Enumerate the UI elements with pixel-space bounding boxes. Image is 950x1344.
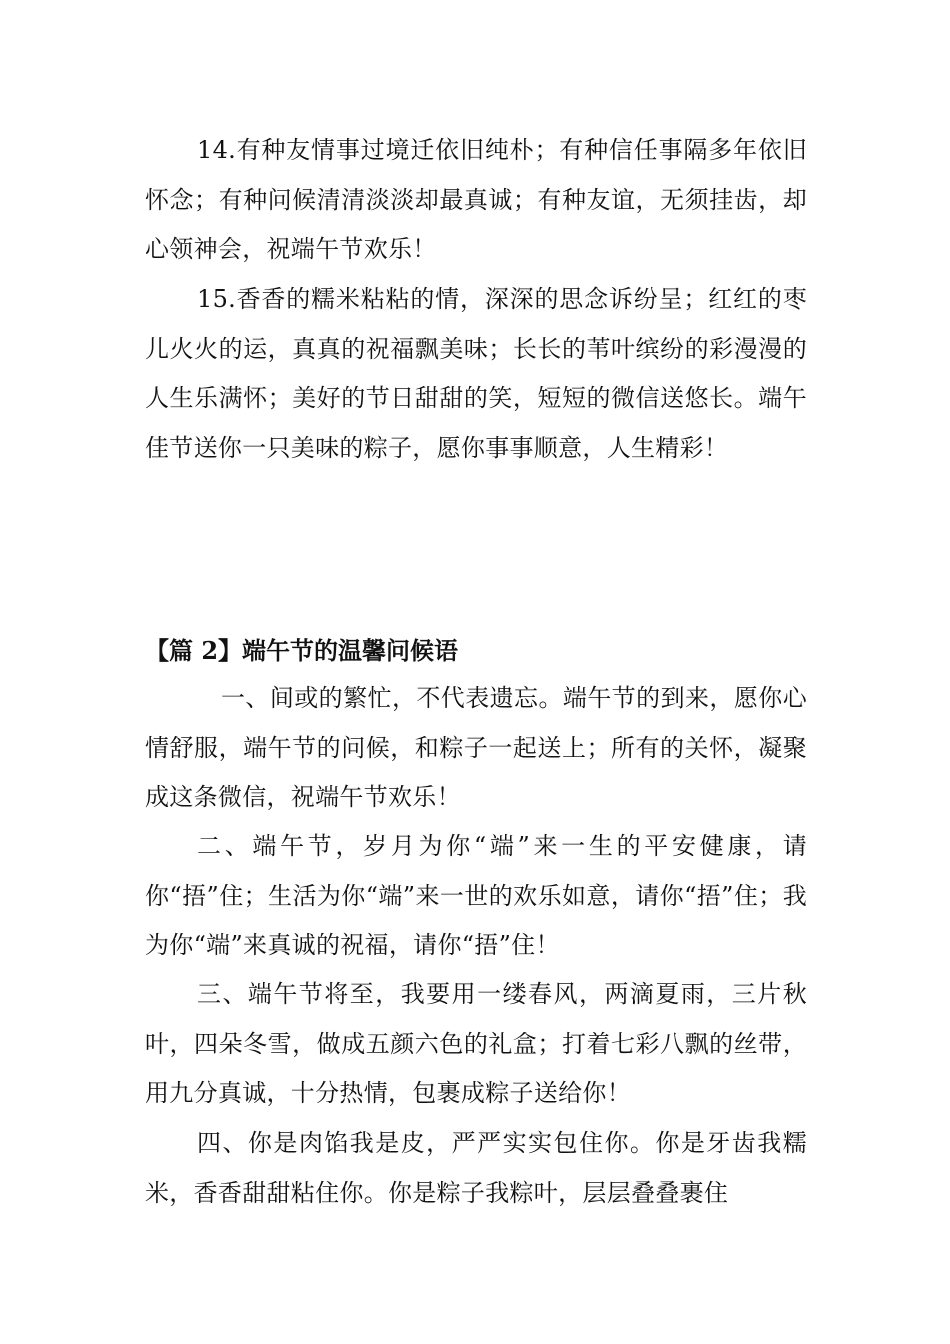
paragraph-14: 14.有种友情事过境迁依旧纯朴；有种信任事隔多年依旧怀念；有种问候清清淡淡却最真诚；有种友谊，无须挂齿，却心领神会，祝端午节欢乐！ — [145, 136, 807, 263]
section-paragraph-2: 二、端午节，岁月为你“端”来一生的平安健康，请你“捂”住；生活为你“端”来一世的欢乐如意，请你“捂”住；我为你“端”来真诚的祝福，请你“捂”住！ — [145, 832, 807, 959]
section-paragraph-3: 三、端午节将至，我要用一缕春风，两滴夏雨，三片秋叶，四朵冬雪，做成五颜六色的礼盒；打着七彩八飘的丝带，用九分真诚，十分热情，包裹成粽子送给你！ — [145, 980, 807, 1107]
section-paragraph-1: 一、间或的繁忙，不代表遗忘。端午节的到来，愿你心情舒服，端午节的问候，和粽子一起送上；所有的关怀，凝聚成这条微信，祝端午节欢乐！ — [145, 684, 807, 811]
paragraph-15: 15.香香的糯米粘粘的情，深深的思念诉纷呈；红红的枣儿火火的运，真真的祝福飘美味；长长的苇叶缤纷的彩漫漫的人生乐满怀；美好的节日甜甜的笑，短短的微信送悠长。端午佳节送你一只美味的粽子，愿你事事顺意，人生精彩！ — [145, 285, 807, 462]
section-heading: 【篇 2】端午节的温馨问候语 — [145, 636, 459, 665]
section-paragraph-4: 四、你是肉馅我是皮，严严实实包住你。你是牙齿我糯米，香香甜甜粘住你。你是粽子我粽叶，层层叠叠裹住 — [145, 1129, 807, 1207]
